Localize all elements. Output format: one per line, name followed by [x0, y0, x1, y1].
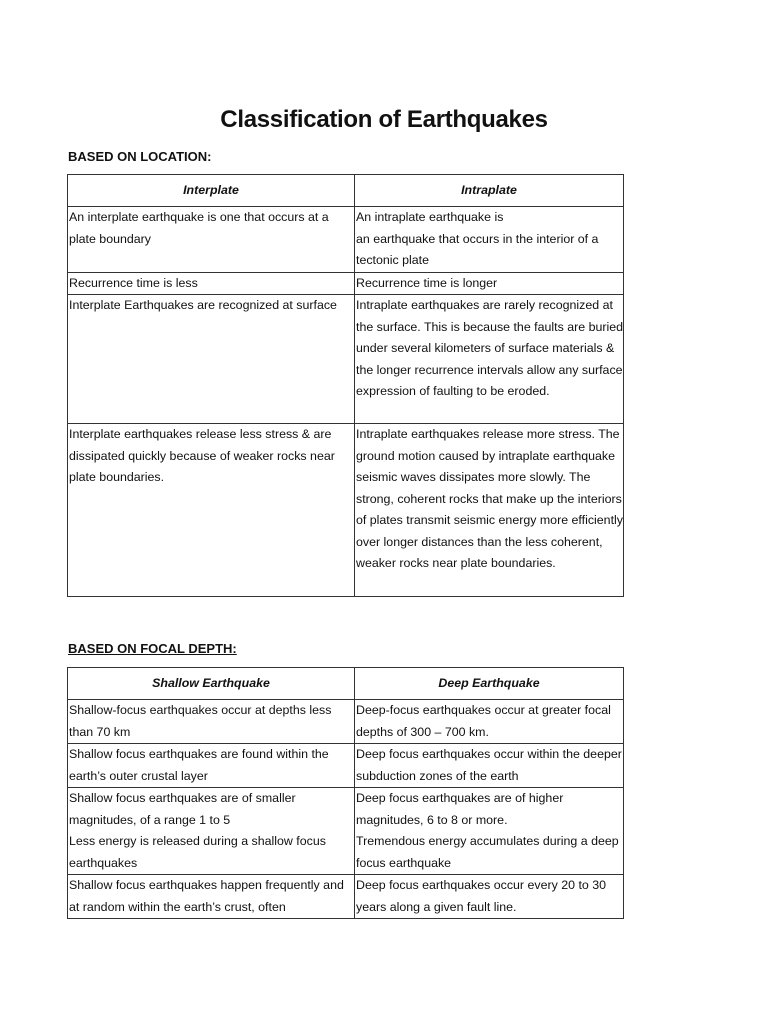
column-header-deep: Deep Earthquake	[355, 668, 624, 700]
focal-depth-table	[67, 667, 624, 919]
cell-text: An intraplate earthquake is an earthquake that occurs in the interior of a tectonic plate	[356, 210, 599, 267]
table-cell	[355, 875, 624, 919]
table-cell	[68, 788, 355, 875]
table-cell	[355, 788, 624, 875]
table-row	[68, 272, 624, 295]
table-row	[68, 744, 624, 788]
cell-text: Deep-focus earthquakes occur at greater focal depths of 300 – 700 km.	[356, 703, 611, 739]
cell-text: Deep focus earthquakes occur every 20 to 30 years along a given fault line.	[356, 878, 607, 914]
column-header-intraplate: Intraplate	[355, 175, 624, 207]
table-cell	[355, 207, 624, 273]
table-cell	[68, 424, 355, 597]
table-row	[68, 875, 624, 919]
cell-text: Intraplate earthquakes are rarely recognized at the surface. This is because the faults are buried under several kilometers of surface materials & the longer recurrence intervals allow any surface expression of faulting to be eroded.	[356, 298, 624, 398]
table-cell	[355, 272, 624, 295]
table-cell	[68, 207, 355, 273]
table-cell	[68, 272, 355, 295]
table-header-row	[68, 668, 624, 700]
table-row	[68, 207, 624, 273]
cell-text: Shallow focus earthquakes are of smaller magnitudes, of a range 1 to 5 Less energy is released during a shallow focus earthquakes	[69, 791, 326, 870]
cell-text: Shallow-focus earthquakes occur at depths less than 70 km	[69, 703, 332, 739]
table-row	[68, 295, 624, 424]
table-cell	[355, 424, 624, 597]
table-cell	[355, 700, 624, 744]
table-cell	[355, 744, 624, 788]
section-heading-location: BASED ON LOCATION:	[68, 149, 212, 164]
column-header-shallow: Shallow Earthquake	[68, 668, 355, 700]
table-row	[68, 700, 624, 744]
cell-text: Shallow focus earthquakes are found within the earth’s outer crustal layer	[69, 747, 329, 783]
cell-text: Interplate earthquakes release less stress & are dissipated quickly because of weaker rocks near plate boundaries.	[69, 427, 335, 484]
table-header-row	[68, 175, 624, 207]
section-heading-focal-depth: BASED ON FOCAL DEPTH:	[68, 641, 237, 656]
table-cell	[68, 295, 355, 424]
location-table	[67, 174, 624, 597]
table-row	[68, 788, 624, 875]
column-header-interplate: Interplate	[68, 175, 355, 207]
table-cell	[355, 295, 624, 424]
cell-text: Interplate Earthquakes are recognized at surface	[69, 298, 337, 312]
cell-text: Deep focus earthquakes occur within the deeper subduction zones of the earth	[356, 747, 622, 783]
cell-text: Shallow focus earthquakes happen frequently and at random within the earth’s crust, often	[69, 878, 344, 914]
cell-text: Recurrence time is less	[69, 275, 198, 290]
table-row	[68, 424, 624, 597]
table-cell	[68, 700, 355, 744]
page-title: Classification of Earthquakes	[220, 106, 548, 133]
cell-text: Deep focus earthquakes are of higher magnitudes, 6 to 8 or more. Tremendous energy accumulates during a deep focus earthquake	[356, 791, 619, 870]
cell-text: Recurrence time is longer	[356, 275, 498, 290]
table-cell	[68, 744, 355, 788]
cell-text: An interplate earthquake is one that occurs at a plate boundary	[69, 210, 329, 246]
table-cell	[68, 875, 355, 919]
cell-text: Intraplate earthquakes release more stress. The ground motion caused by intraplate earthquake seismic waves dissipates more slowly. The strong, coherent rocks that make up the interiors of plates transmit seismic energy more efficiently over longer distances than the less coherent, weaker rocks near plate boundaries.	[356, 427, 623, 570]
